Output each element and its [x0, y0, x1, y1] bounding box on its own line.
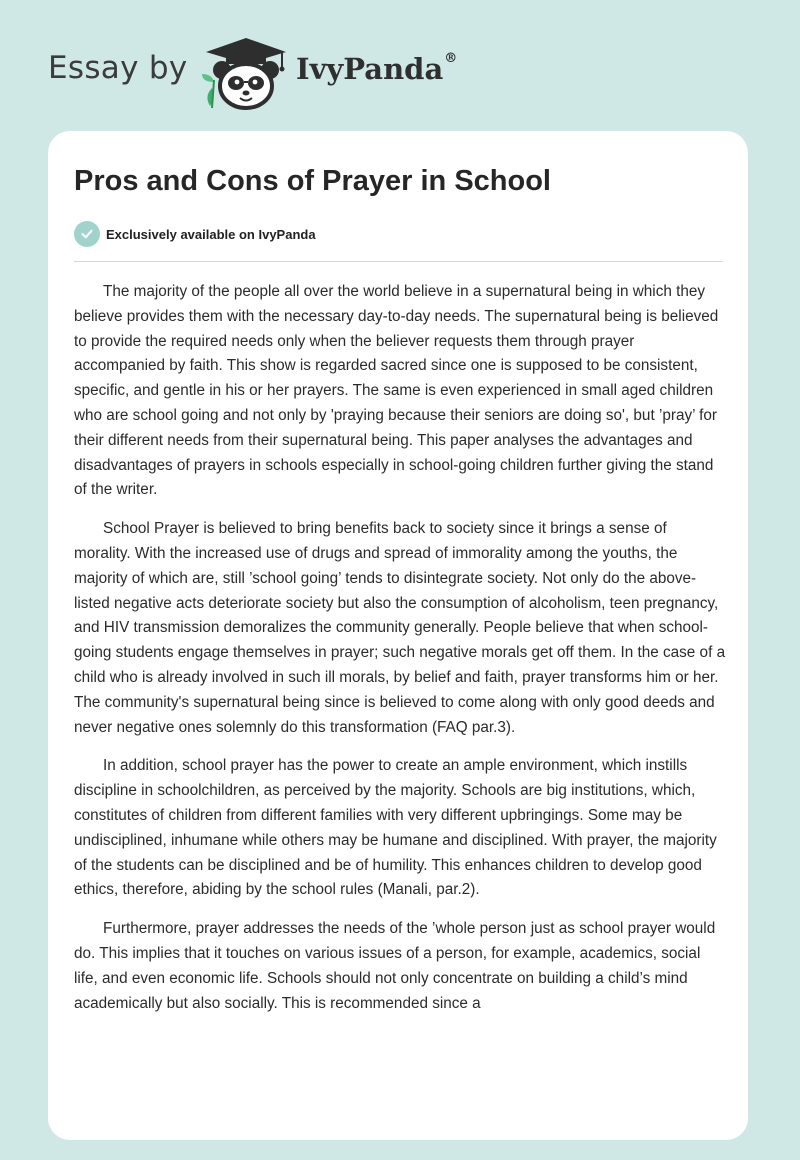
brand-text: IvyPanda	[296, 52, 444, 86]
brand-name[interactable]	[296, 52, 457, 86]
check-icon	[74, 221, 100, 247]
article-card	[48, 131, 748, 1140]
registered-mark: ®	[444, 51, 458, 67]
paragraph: Furthermore, prayer addresses the needs of the ’whole person just as school prayer would do. This implies that it touches on various issues of a person, for example, academics, social life, and even economic life. Schools should not only concentrate on building a child’s mind academically but also socially. This is recommended since a	[74, 920, 716, 1012]
page-title: Pros and Cons of Prayer in School	[74, 165, 551, 197]
paragraph: The majority of the people all over the world believe in a supernatural being in which they believe provides them with the necessary day-to-day needs. The supernatural being is believed to provide the required needs only when the believer requests them through prayer accompanied by faith. This show is regarded sacred since one is supposed to be consistent, specific, and gentle in his or her prayers. The same is even experienced in small aged children who are school going and not only by 'praying because their seniors are doing so', but ’pray’ for their different needs from their supernatural being. This paper analyses the advantages and disadvantages of prayers in schools especially in school-going children further giving the stand of the writer.	[74, 283, 719, 499]
exclusive-badge-label: Exclusively available on IvyPanda	[106, 226, 316, 242]
paragraph: In addition, school prayer has the power to create an ample environment, which instills discipline in schoolchildren, as perceived by the majority. Schools are big institutions, which, constitutes of children from different families with very different upbringings. Some may be undisciplined, inhumane while others may be humane and disciplined. With prayer, the majority of the students can be disciplined and be of humility. This enhances children to develop good ethics, therefore, abiding by the school rules (Manali, par.2).	[74, 757, 717, 899]
site-header	[0, 0, 800, 130]
article-body	[74, 280, 726, 1030]
paragraph: School Prayer is believed to bring benefits back to society since it brings a sense of morality. With the increased use of drugs and spread of immorality among the youths, the majority of which are, still ’school going’ tends to disintegrate society. Not only do the above-listed negative acts deteriorate society but also the consumption of alcoholism, teen pregnancy, and HIV transmission demoralizes the community generally. People believe that when school-going students engage themselves in prayer; such negative morals get off them. In the case of a child who is already involved in such ill morals, by belief and faith, prayer transforms him or her. The community's supernatural being since is believed to come along with only good deeds and never negative ones solemnly do this transformation (FAQ par.3).	[74, 520, 726, 736]
divider	[74, 261, 723, 262]
exclusive-badge	[74, 221, 316, 247]
essay-by-label: Essay by	[48, 50, 188, 86]
panda-logo-icon[interactable]	[200, 36, 292, 110]
